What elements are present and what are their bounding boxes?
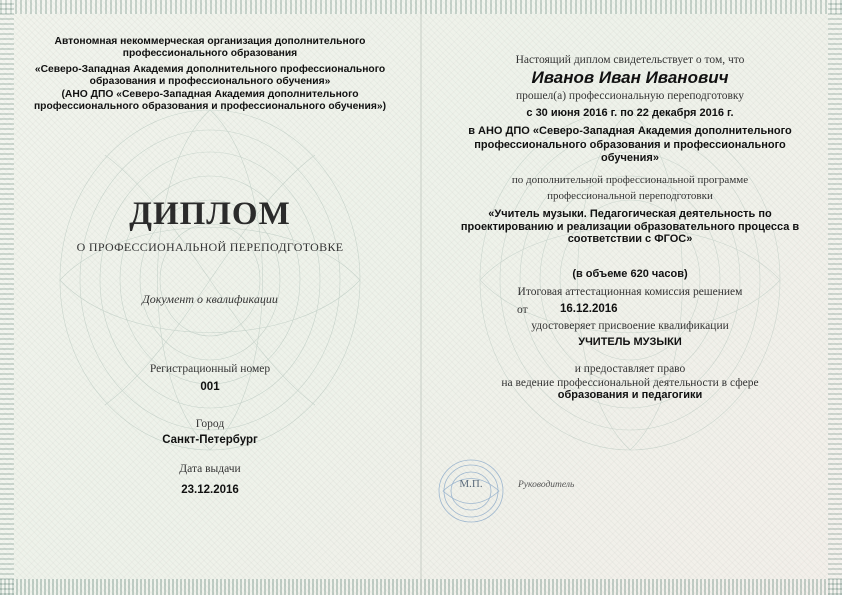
stamp-seal-icon — [437, 458, 505, 524]
diploma-title: ДИПЛОМ — [129, 196, 291, 232]
certifies-text: удостоверяет присвоение квалификации — [531, 320, 729, 332]
right-ornament-border — [828, 0, 842, 595]
org-line: профессионального образования — [122, 48, 298, 60]
org-line: «Северо-Западная Академия дополнительного профессионального — [34, 63, 386, 75]
rights-line: на ведение профессиональной деятельности в сфере — [501, 377, 759, 389]
org-line: профессионального образования и профессионального обучения») — [33, 101, 387, 113]
intro-text: Настоящий диплом свидетельствует о том, что — [515, 54, 745, 66]
organization-header — [20, 36, 400, 113]
institution-line: обучения» — [601, 152, 659, 164]
registration-label: Регистрационный номер — [149, 363, 271, 375]
program-name-line: проектированию и реализации образовательного процесса в — [460, 220, 800, 233]
study-period: с 30 июня 2016 г. по 22 декабря 2016 г. — [526, 107, 734, 119]
decision-date: 16.12.2016 — [560, 303, 618, 315]
program-name-line: «Учитель музыки. Педагогическая деятельность по — [488, 208, 772, 220]
qualification-value: УЧИТЕЛЬ МУЗЫКИ — [578, 336, 682, 348]
left-rosette-watermark — [45, 95, 375, 465]
institution-line: в АНО ДПО «Северо-Западная Академия дополнительного — [468, 125, 792, 137]
city-label: Город — [195, 418, 225, 430]
program-name-line: соответствии с ФГОС» — [567, 233, 693, 245]
program-line: профессиональной переподготовки — [547, 190, 713, 202]
commission-text: Итоговая аттестационная комиссия решением — [517, 286, 743, 298]
head-signature-label: Руководитель — [518, 480, 575, 490]
org-line: образования и профессионального обучения» — [89, 76, 331, 88]
org-line: Автономная некоммерческая организация дополнительного — [54, 36, 366, 47]
registration-number: 001 — [200, 381, 220, 393]
issue-date-value: 23.12.2016 — [181, 484, 239, 496]
program-type — [440, 172, 820, 204]
program-hours: (в объеме 620 часов) — [572, 268, 688, 280]
holder-name: Иванов Иван Иванович — [531, 68, 729, 87]
passed-text: прошел(а) профессиональную переподготовку — [515, 90, 745, 102]
stamp-label: М.П. — [459, 478, 483, 490]
center-fold — [420, 0, 422, 595]
institution-name — [440, 125, 820, 166]
issue-date-label: Дата выдачи — [179, 463, 241, 475]
rights-line: и предоставляет право — [574, 363, 686, 375]
left-ornament-border — [0, 0, 14, 595]
program-line: по дополнительной профессиональной программе — [511, 174, 749, 186]
org-line: (АНО ДПО «Северо-Западная Академия дополнительного — [61, 88, 359, 100]
document-type: Документ о квалификации — [142, 292, 278, 306]
diploma-subtitle: О ПРОФЕССИОНАЛЬНОЙ ПЕРЕПОДГОТОВКЕ — [76, 240, 344, 254]
institution-line: профессионального образования и профессионального — [474, 138, 786, 151]
activity-sphere: образования и педагогики — [557, 389, 703, 401]
program-name — [440, 208, 820, 246]
decision-from-label: от — [517, 304, 528, 316]
rights-text — [440, 362, 820, 390]
city-value: Санкт-Петербург — [162, 434, 258, 446]
